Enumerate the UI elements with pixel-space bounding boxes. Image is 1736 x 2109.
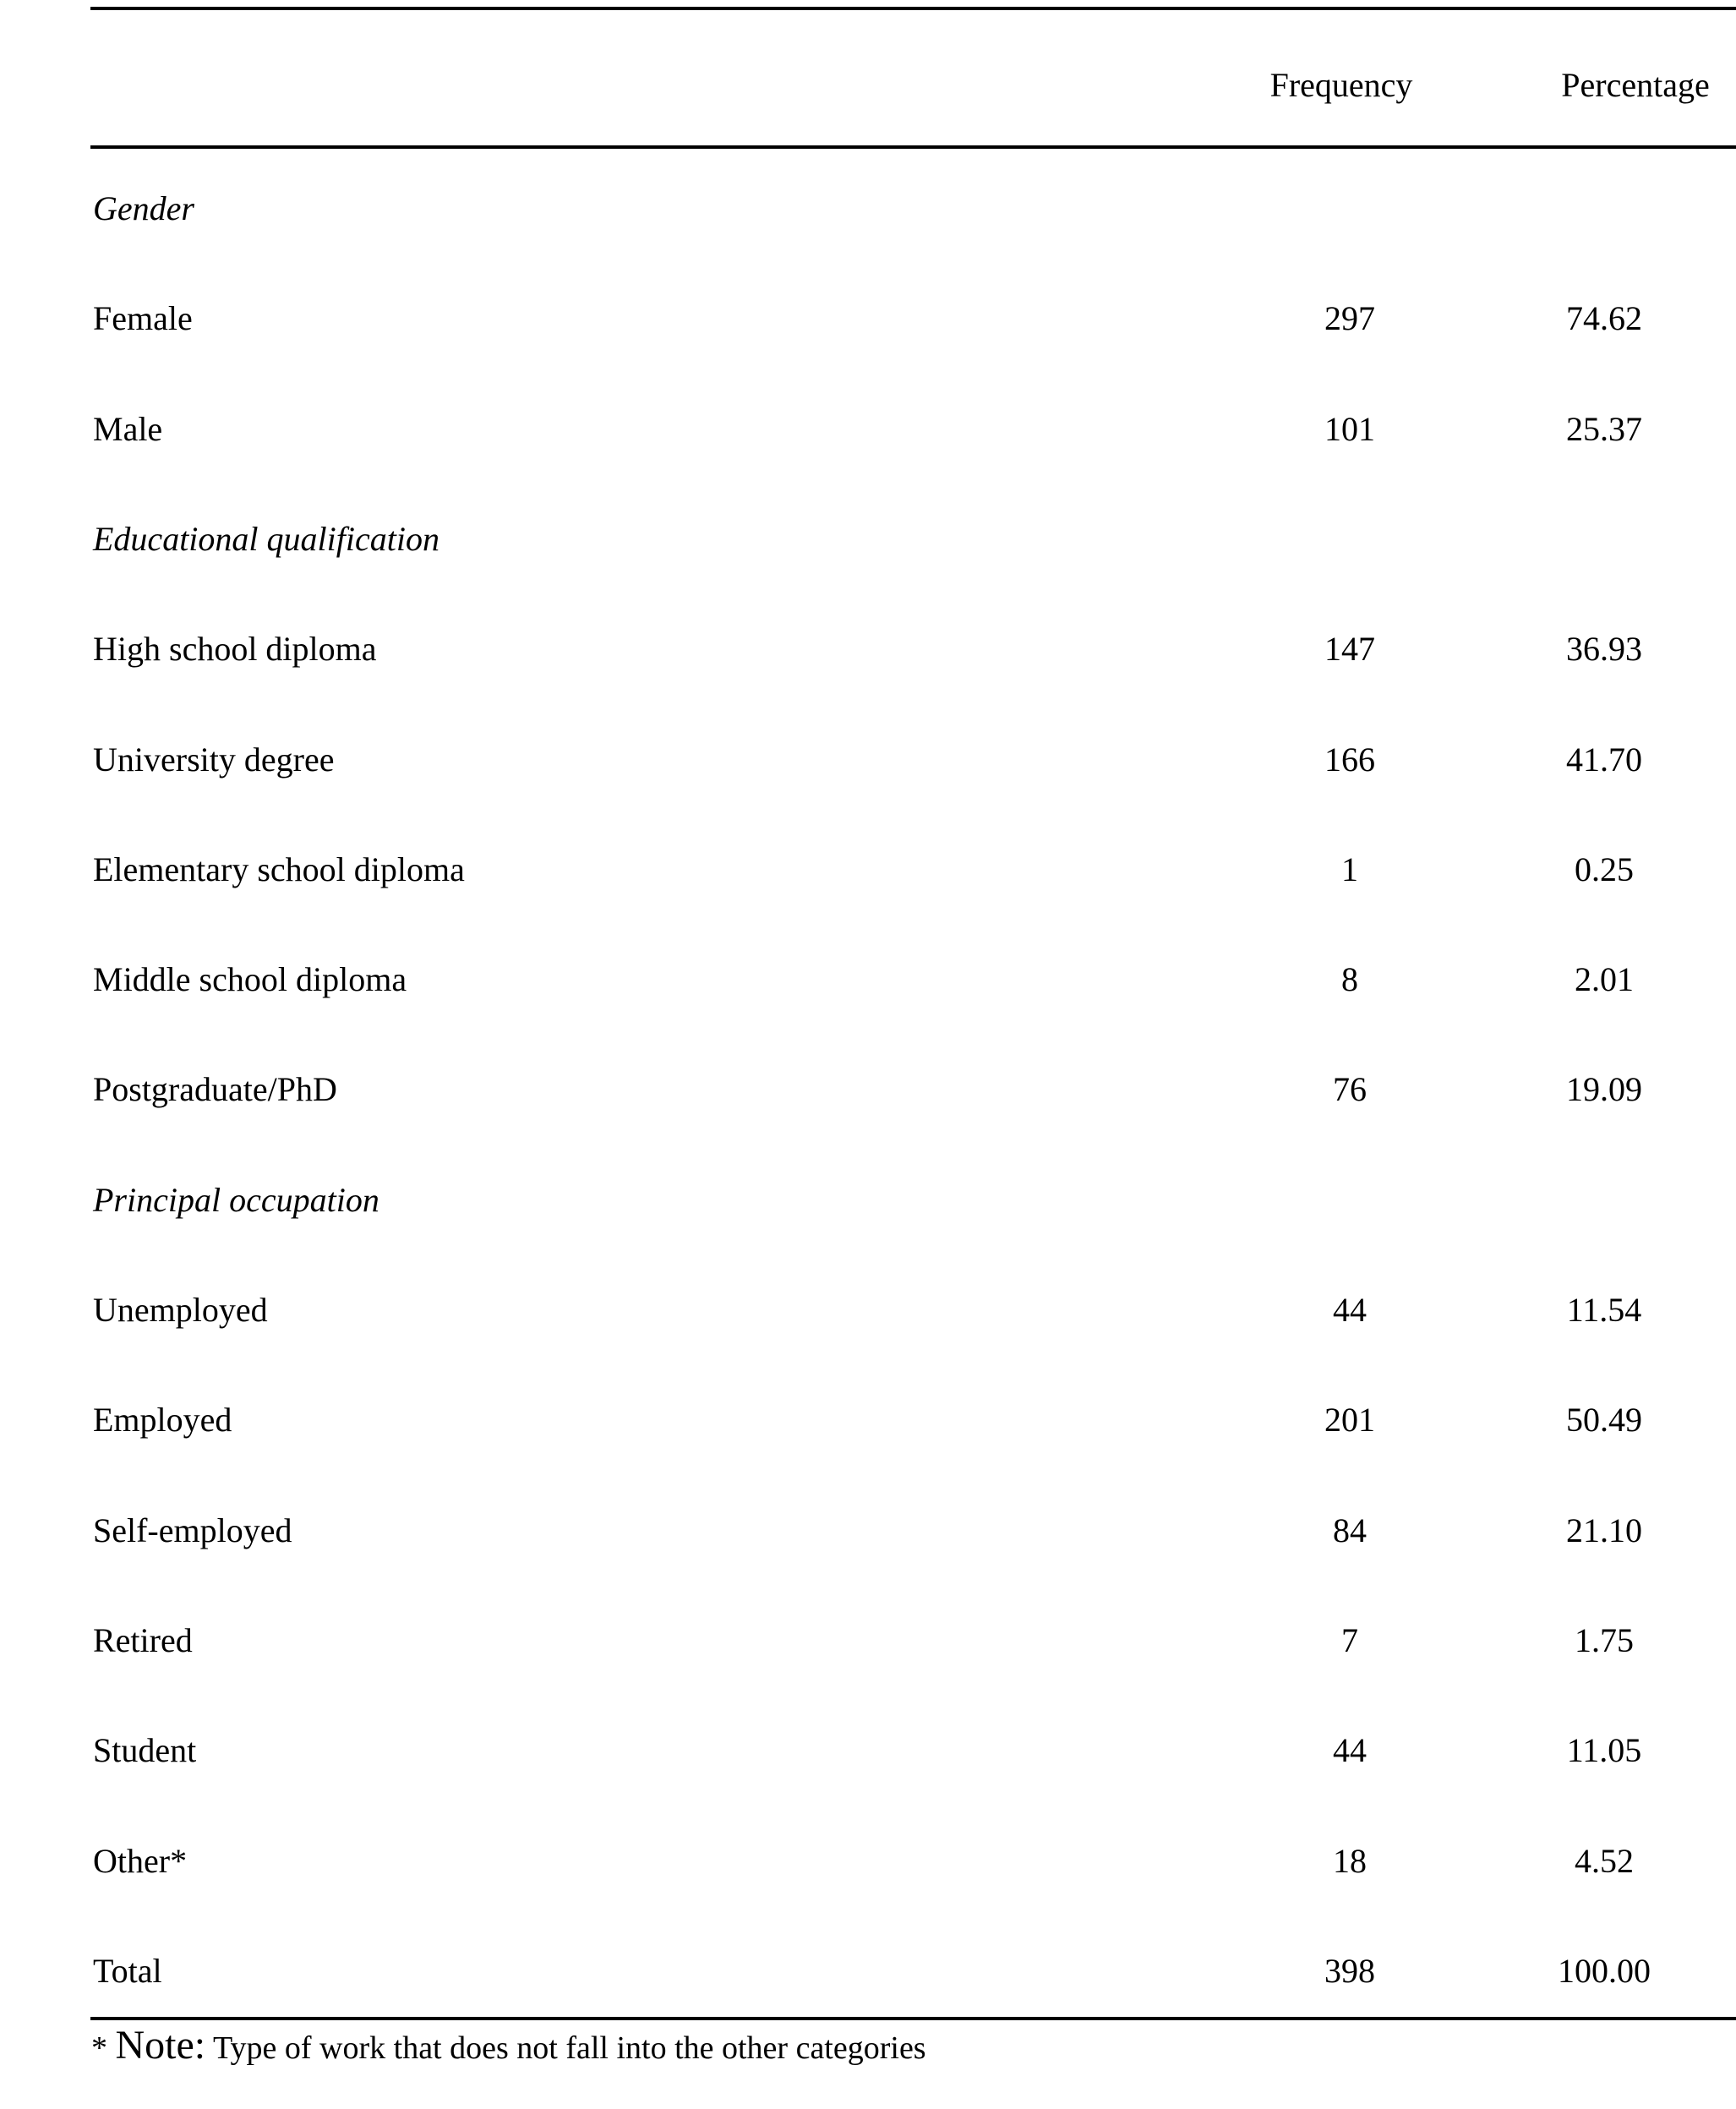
percentage-cell: 11.05	[1566, 1731, 1642, 1769]
footnote-text: Type of work that does not fall into the other categories	[205, 2030, 926, 2066]
percentage-cell: 50.49	[1566, 1401, 1642, 1439]
header-percentage: Percentage	[1561, 66, 1710, 104]
table-footnote	[91, 2025, 926, 2068]
percentage-cell: 100.00	[1558, 1952, 1651, 1990]
percentage-cell: 1.75	[1575, 1621, 1634, 1659]
frequency-cell: 8	[1341, 960, 1358, 998]
row-label: Total	[93, 1952, 162, 1990]
percentage-cell: 25.37	[1566, 410, 1642, 448]
row-label: Female	[93, 299, 193, 337]
percentage-cell: 0.25	[1575, 850, 1634, 888]
header-frequency: Frequency	[1269, 66, 1413, 104]
section-label: Gender	[93, 189, 194, 227]
frequency-cell: 44	[1333, 1291, 1367, 1329]
row-label: Retired	[93, 1621, 193, 1659]
percentage-cell: 36.93	[1566, 630, 1642, 668]
percentage-cell: 4.52	[1575, 1842, 1634, 1880]
section-label: Principal occupation	[93, 1181, 379, 1219]
frequency-cell: 1	[1341, 850, 1358, 888]
footnote-marker: *	[91, 2030, 116, 2066]
frequency-cell: 44	[1333, 1731, 1367, 1769]
frequency-cell: 7	[1341, 1621, 1358, 1659]
row-label: Other*	[93, 1842, 188, 1880]
table-bottom-rule	[90, 2017, 1736, 2020]
row-label: Student	[93, 1731, 197, 1769]
table-header-rule	[90, 145, 1736, 149]
frequency-cell: 166	[1324, 740, 1375, 779]
row-label: Postgraduate/PhD	[93, 1070, 337, 1108]
frequency-cell: 201	[1324, 1401, 1375, 1439]
row-label: Unemployed	[93, 1291, 268, 1329]
frequency-cell: 84	[1333, 1511, 1367, 1549]
row-label: Middle school diploma	[93, 960, 407, 998]
percentage-cell: 2.01	[1575, 960, 1634, 998]
percentage-cell: 74.62	[1566, 299, 1642, 337]
frequency-cell: 18	[1333, 1842, 1367, 1880]
percentage-cell: 21.10	[1566, 1511, 1642, 1549]
frequency-cell: 76	[1333, 1070, 1367, 1108]
frequency-cell: 147	[1324, 630, 1375, 668]
row-label: University degree	[93, 740, 335, 779]
row-label: Employed	[93, 1401, 232, 1439]
frequency-cell: 398	[1324, 1952, 1375, 1990]
frequency-cell: 297	[1324, 299, 1375, 337]
percentage-cell: 19.09	[1566, 1070, 1642, 1108]
percentage-cell: 11.54	[1566, 1291, 1642, 1329]
percentage-cell: 41.70	[1566, 740, 1642, 779]
frequency-cell: 101	[1324, 410, 1375, 448]
row-label: Male	[93, 410, 163, 448]
footnote-key: Note:	[115, 2023, 206, 2068]
row-label: Self-employed	[93, 1511, 292, 1549]
section-label: Educational qualification	[93, 520, 439, 558]
row-label: Elementary school diploma	[93, 850, 465, 888]
row-label: High school diploma	[93, 630, 377, 668]
table-top-rule	[90, 7, 1736, 10]
